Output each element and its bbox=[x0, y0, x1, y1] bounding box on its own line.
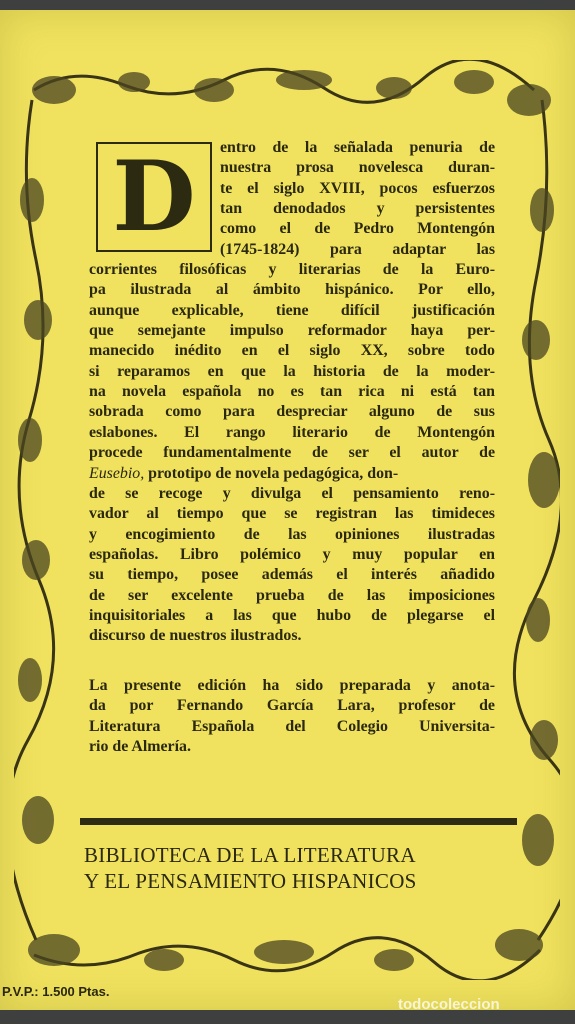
dropcap-letter: D bbox=[112, 140, 196, 253]
text-line: (1745-1824) para adaptar las bbox=[220, 240, 495, 258]
series-line: BIBLIOTECA DE LA LITERATURA bbox=[84, 843, 416, 867]
text-line: nuestra prosa novelesca duran- bbox=[220, 159, 495, 177]
text-line: españolas. Libro polémico y muy popular en bbox=[89, 545, 495, 563]
credit-line: rio de Almería. bbox=[89, 738, 191, 756]
series-title bbox=[84, 842, 524, 894]
text-line: na novela española no es tan rica ni está tan bbox=[89, 383, 495, 401]
text-line: vador al tiempo que se registran las timideces bbox=[89, 505, 495, 523]
text-line: entro de la señalada penuria de bbox=[220, 139, 495, 156]
text-line: manecido inédito en el siglo XX, sobre todo bbox=[89, 342, 495, 360]
text-line: inquisitoriales a las que hubo de plegarse el bbox=[89, 606, 495, 624]
text-line: pa ilustrada al ámbito hispánico. Por ello, bbox=[89, 281, 495, 299]
text-line: sobrada como para despreciar alguno de sus bbox=[89, 403, 495, 421]
back-cover bbox=[0, 10, 575, 1010]
edition-credit bbox=[89, 676, 495, 757]
text-line-rest: prototipo de novela pedagógica, don- bbox=[148, 464, 399, 482]
watermark: todocoleccion bbox=[398, 996, 500, 1013]
text-line: como el de Pedro Montengón bbox=[220, 220, 495, 238]
text-line: eslabones. El rango literario de Montengón bbox=[89, 423, 495, 441]
book-title: Eusebio, bbox=[89, 464, 145, 482]
text-line-with-title bbox=[89, 464, 495, 484]
text-line: te el siglo XVIII, pocos esfuerzos bbox=[220, 179, 495, 197]
series-line: Y EL PENSAMIENTO HISPANICOS bbox=[84, 869, 417, 893]
text-line: procede fundamentalmente de ser el autor de bbox=[89, 444, 495, 462]
price-label: P.V.P.: 1.500 Ptas. bbox=[2, 984, 110, 999]
divider-rule bbox=[80, 818, 517, 825]
text-line: discurso de nuestros ilustrados. bbox=[89, 627, 302, 645]
text-line: aunque explicable, tiene difícil justificación bbox=[89, 301, 495, 319]
credit-line: La presente edición ha sido preparada y anota- bbox=[89, 677, 495, 694]
text-line: su tiempo, posee además el interés añadido bbox=[89, 566, 495, 584]
text-line: de se recoge y divulga el pensamiento reno- bbox=[89, 484, 495, 502]
text-line: corrientes filosóficas y literarias de la Euro- bbox=[89, 261, 495, 279]
credit-line: da por Fernando García Lara, profesor de bbox=[89, 697, 495, 715]
synopsis-text bbox=[89, 138, 495, 647]
credit-line: Literatura Española del Colegio Universita- bbox=[89, 717, 495, 735]
text-line: si reparamos en que la historia de la moder- bbox=[89, 362, 495, 380]
text-line: tan denodados y persistentes bbox=[220, 200, 495, 218]
text-line: y encogimiento de las opiniones ilustradas bbox=[89, 525, 495, 543]
text-line: que semejante impulso reformador haya per- bbox=[89, 322, 495, 340]
text-line: de ser excelente prueba de las imposiciones bbox=[89, 586, 495, 604]
